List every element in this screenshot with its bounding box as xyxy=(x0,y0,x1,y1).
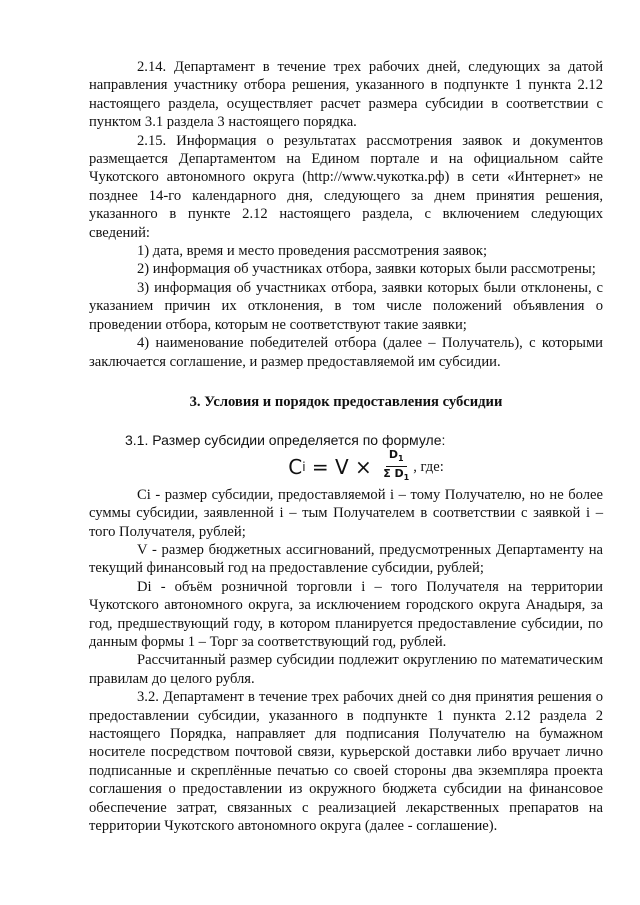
rounding-rule: Рассчитанный размер субсидии подлежит округлению по математическим правилам до целого рубля. xyxy=(89,652,603,687)
formula-operator: = V × xyxy=(305,454,379,479)
subsidy-formula xyxy=(129,450,603,484)
list-item-1: 1) дата, время и место проведения рассмотрения заявок; xyxy=(137,243,488,260)
paragraph-2-15: 2.15. Информация о результатах рассмотрения заявок и документов размещается Департаментом на Едином портале и на официальном сайте Чукотского автономного округа (http://www.чукотка.рф) в сети «Интернет» не позднее 14-го календарного дня, следующего за днем принятия решения, указанного в пункте 2.12 настоящего раздела, с включением следующих сведений: xyxy=(89,132,603,241)
list-item-4: 4) наименование победителей отбора (далее – Получатель), с которыми заключается соглашение, и размер предоставляемой им субсидии. xyxy=(89,335,603,370)
list-item-2: 2) информация об участниках отбора, заявки которых были рассмотрены; xyxy=(137,261,596,278)
definition-di: Di - объём розничной торговли i – того Получателя на территории Чукотского автономного округа, за исключением городского округа Анадыря, за год, предшествующий году, в котором планируется предоставление субсидии, по данным формы 1 – Торг за соответствующий год, рублей. xyxy=(89,578,603,650)
list-item-3: 3) информация об участниках отбора, заявки которых были отклонены, с указанием причин их отклонения, в том числе положений объявления о проведении отбора, которым не соответствуют такие заявки; xyxy=(89,279,603,333)
section-3-heading: 3. Условия и порядок предоставления субсидии xyxy=(189,393,503,410)
formula-fraction xyxy=(383,449,409,484)
paragraph-2-14: 2.14. Департамент в течение трех рабочих дней, следующих за датой направления участнику отбора решения, указанного в подпункте 1 пункта 2.12 настоящего раздела, осуществляет расчет размера субсидии в соответствии с пунктом 3.1 раздела 3 настоящего порядка. xyxy=(89,59,603,131)
formula-numerator: $D_1$ xyxy=(386,449,407,467)
definition-ci: Ci - размер субсидии, предоставляемой i – тому Получателю, но не более суммы субсидии, заявленной i – тым Получателем в соответствии с заявкой i – того Получателя, рублей; xyxy=(89,486,603,540)
formula-lhs-sub: i xyxy=(302,459,306,474)
document-page xyxy=(89,58,603,835)
paragraph-3-1-intro: 3.1. Размер субсидии определяется по формуле: xyxy=(125,432,446,449)
paragraph-3-2: 3.2. Департамент в течение трех рабочих дней со дня принятия решения о предоставлении субсидии, указанного в подпункте 1 пункта 2.12 раздела 2 настоящего Порядка, направляет для подписания Получателю на бумажном носителе посредством почтовой связи, курьерской доставки либо вручает лично подписанные и скреплённые печатью со своей стороны два экземпляра проекта соглашения о предоставлении из окружного бюджета субсидии на финансовое обеспечение затрат, связанных с реализацией лекарственных препаратов на территории Чукотского автономного округа (далее - соглашение). xyxy=(89,689,603,835)
definition-v: V - размер бюджетных ассигнований, предусмотренных Департаменту на текущий финансовый год на предоставление субсидии, рублей; xyxy=(89,541,603,577)
formula-tail: , где: xyxy=(413,458,444,475)
formula-lhs: C xyxy=(288,454,303,479)
formula-denominator: Σ $D_1$ xyxy=(383,467,410,483)
formula-expression xyxy=(288,449,409,484)
